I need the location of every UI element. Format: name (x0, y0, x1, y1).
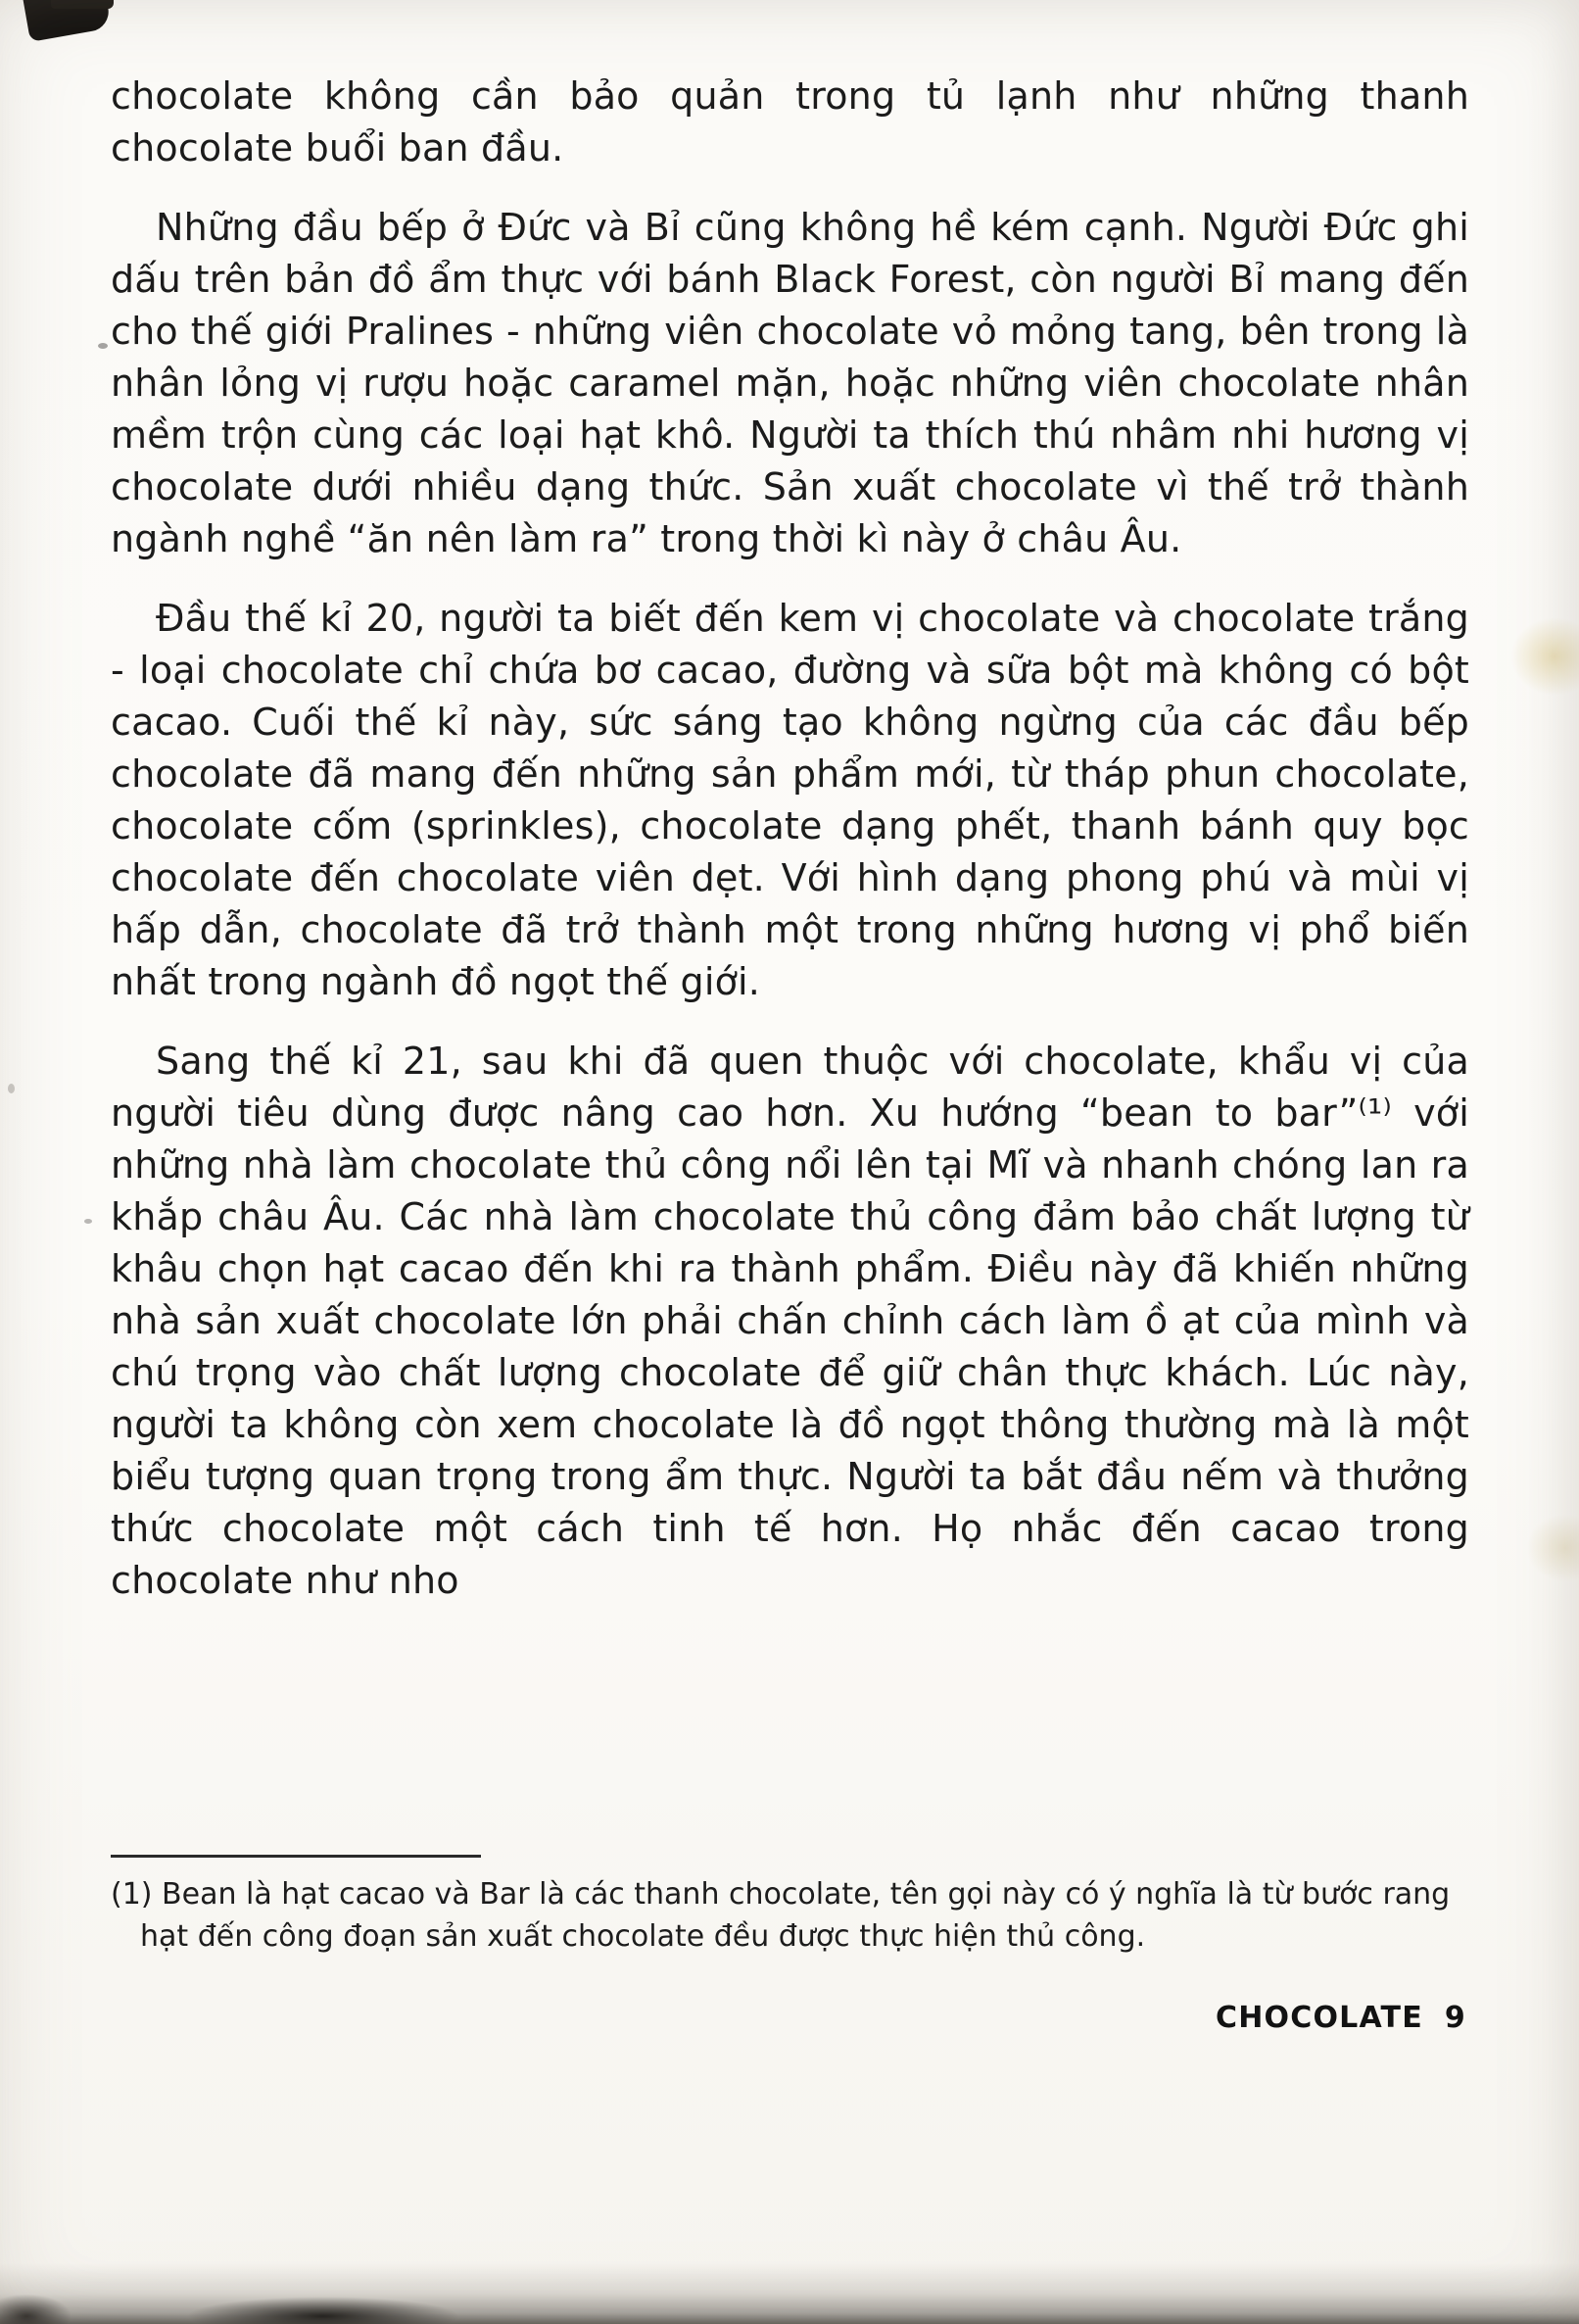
scan-speck-3 (8, 1084, 15, 1093)
paragraph: Đầu thế kỉ 20, người ta biết đến kem vị chocolate và chocolate trắng - loại chocolate chỉ chứa bơ cacao, đường và sữa bột mà không có bột cacao. Cuối thế kỉ này, sức sáng tạo không ngừng của các đầu bếp chocolate đã mang đến những sản phẩm mới, từ tháp phun chocolate, chocolate cốm (sprinkles), chocolate dạng phết, thanh bánh quy bọc chocolate đến chocolate viên dẹt. Với hình dạng phong phú và mùi vị hấp dẫn, chocolate đã trở thành một trong những hương vị phổ biến nhất trong ngành đồ ngọt thế giới. (111, 597, 1469, 1003)
footnote: (1) Bean là hạt cacao và Bar là các thanh chocolate, tên gọi này có ý nghĩa là từ bước rang hạt đến công đoạn sản xuất chocolate đều được thực hiện thủ công. (111, 1877, 1451, 1954)
running-title: CHOCOLATE (1216, 2001, 1423, 2035)
paragraph-continuation: chocolate không cần bảo quản trong tủ lạnh như những thanh chocolate buổi ban đầu. (111, 74, 1469, 169)
page-footer (1216, 2001, 1466, 2035)
page-text-block (111, 71, 1469, 1634)
scan-smudge-right-2 (1526, 1514, 1579, 1582)
scan-smudge-right-1 (1510, 617, 1579, 696)
page-number: 9 (1444, 2001, 1466, 2035)
scan-speck-1 (98, 343, 108, 349)
scan-artifact-top-edge (51, 0, 114, 9)
footnote-divider (111, 1855, 481, 1858)
paragraph: Sang thế kỉ 21, sau khi đã quen thuộc với chocolate, khẩu vị của người tiêu dùng được nâng cao hơn. Xu hướng “bean to bar”⁽¹⁾ với những nhà làm chocolate thủ công nổi lên tại Mĩ và nhanh chóng lan ra khắp châu Âu. Các nhà làm chocolate thủ công đảm bảo chất lượng từ khâu chọn hạt cacao đến khi ra thành phẩm. Điều này đã khiến những nhà sản xuất chocolate lớn phải chấn chỉnh cách làm ồ ạt của mình và chú trọng vào chất lượng chocolate để giữ chân thực khách. Lúc này, người ta không còn xem chocolate là đồ ngọt thông thường mà là một biểu tượng quan trọng trong ẩm thực. Người ta bắt đầu nếm và thưởng thức chocolate một cách tinh tế hơn. Họ nhắc đến cacao trong chocolate như nho (111, 1040, 1469, 1602)
scan-speck-2 (84, 1219, 92, 1224)
scan-corner-bottom-left (0, 2295, 71, 2324)
scan-blob-bottom (186, 2297, 460, 2324)
paragraph: Những đầu bếp ở Đức và Bỉ cũng không hề kém cạnh. Người Đức ghi dấu trên bản đồ ẩm thực với bánh Black Forest, còn người Bỉ mang đến cho thế giới Pralines - những viên chocolate vỏ mỏng tang, bên trong là nhân lỏng vị rượu hoặc caramel mặn, hoặc những viên chocolate nhân mềm trộn cùng các loại hạt khô. Người ta thích thú nhâm nhi hương vị chocolate dưới nhiều dạng thức. Sản xuất chocolate vì thế trở thành ngành nghề “ăn nên làm ra” trong thời kì này ở châu Âu. (111, 206, 1469, 560)
footnote-area (111, 1855, 1469, 1958)
